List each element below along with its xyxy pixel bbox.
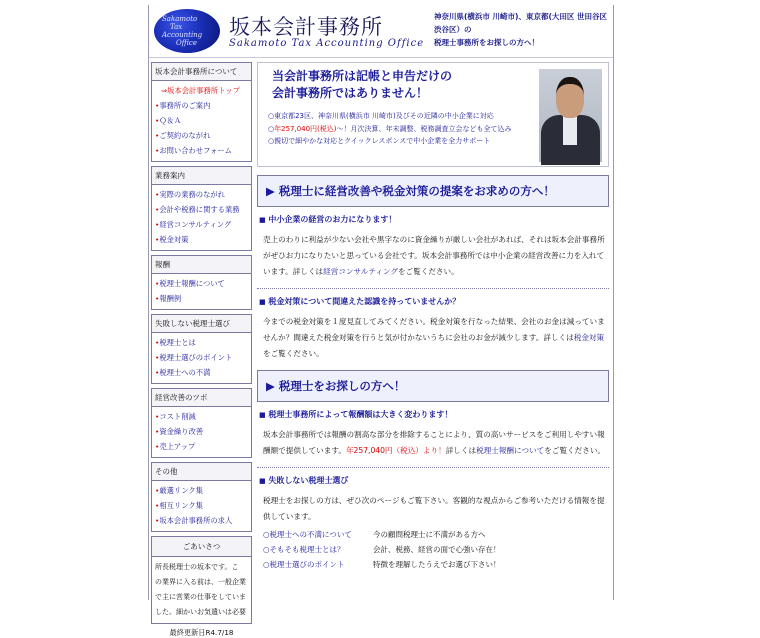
- triangle-icon: ▶: [266, 379, 275, 393]
- sidebar-item-label: 経営コンサルティング: [159, 220, 232, 229]
- page-frame: [148, 5, 614, 637]
- region-line: 税理士事務所をお探しの方へ！: [434, 38, 539, 47]
- sidebar-section-list: [151, 185, 252, 251]
- hero-point: [268, 110, 512, 123]
- sidebar-item[interactable]: [152, 424, 251, 439]
- paragraph: [257, 420, 609, 459]
- logo-text-line: Accounting: [162, 31, 203, 39]
- region-line: 神奈川県(横浜市 川崎市)、東京都(大田区 世田谷区 渋谷区）の: [434, 12, 608, 34]
- greeting-line: 所長税理士の坂本です。こ: [155, 563, 239, 571]
- bullet-icon: •: [155, 501, 160, 510]
- greeting-line: の業界に入る前は、一般企業: [155, 578, 246, 586]
- page-link[interactable]: ○税理士への不満について: [263, 530, 352, 539]
- paragraph-text: をご覧ください。: [544, 446, 606, 455]
- greeting-line: した。細かいお気遣いは必要: [155, 608, 246, 616]
- sub-heading: [259, 296, 609, 307]
- sub-heading-text: 失敗しない税理士選び: [268, 476, 349, 485]
- sidebar-item-label: 坂本会計事務所の求人: [159, 516, 233, 525]
- sidebar-item[interactable]: [152, 513, 251, 528]
- paragraph: [257, 307, 609, 362]
- paragraph-text: 今までの税金対策を１度見直してみてください。税金対策を行なった結果、会社のお金は減っていませんか？間違えた税金対策を行うと気が付かないうちに会社のお金が減少します。詳しくは: [263, 317, 605, 342]
- sidebar-item[interactable]: [152, 498, 251, 513]
- bullet-icon: •: [155, 190, 160, 199]
- sidebar-item[interactable]: [152, 365, 251, 380]
- bullet-icon: •: [155, 486, 160, 495]
- divider: [257, 467, 609, 468]
- sub-heading-text: 税理士事務所によって報酬額は大きく変わります！: [268, 410, 453, 419]
- sidebar-item[interactable]: [152, 232, 251, 247]
- sidebar-item[interactable]: [152, 276, 251, 291]
- sub-heading: [259, 214, 609, 225]
- sidebar-item[interactable]: [152, 187, 251, 202]
- arrow-icon: ⇒: [161, 86, 168, 95]
- paragraph-text: 坂本会計事務所では報酬の割高な部分を排除することにより、質の高いサービスをご利用しやすい報酬額で提供しています。: [263, 430, 605, 455]
- link-row: [257, 557, 609, 572]
- bullet-icon: •: [155, 427, 160, 436]
- hero-point-text: ○親切で細やかな対応とクイックレスポンスで中小企業を全力サポート: [268, 137, 491, 145]
- paragraph: 税理士をお探しの方は、ぜひ次のページもご覧下さい。客観的な視点からご参考いただける情報を提供しています。: [263, 496, 605, 521]
- main-content: [257, 62, 609, 572]
- section-heading-text: 税理士に経営改善や税金対策の提案をお求めの方へ！: [278, 184, 555, 198]
- hero-point-bullet: ○: [268, 124, 275, 133]
- last-updated: 最終更新日R4.7/18: [169, 628, 234, 637]
- link-description: 会計、税務、経営の面で心強い存在！: [373, 545, 501, 554]
- sidebar-section-list: [151, 481, 252, 532]
- hero-points: [268, 110, 512, 148]
- sidebar-item[interactable]: [152, 98, 251, 113]
- sidebar-section-list: [151, 274, 252, 310]
- bullet-icon: •: [155, 131, 160, 140]
- section-heading: [257, 370, 609, 402]
- sidebar-section-list: [151, 81, 252, 162]
- logo-text-line: Office: [176, 39, 197, 47]
- logo[interactable]: [154, 9, 220, 53]
- paragraph-text: をご覧ください。: [397, 267, 459, 276]
- sidebar-item-label: 税金対策: [159, 235, 189, 244]
- bullet-icon: •: [155, 116, 160, 125]
- sidebar-item-label: 厳選リンク集: [159, 486, 203, 495]
- sidebar-item-label: 税理士報酬について: [159, 279, 225, 288]
- section-heading: [257, 175, 609, 207]
- page-link[interactable]: ○そもそも税理士とは？: [263, 545, 345, 554]
- sidebar-item-label: 相互リンク集: [159, 501, 203, 510]
- hero-title-line: 当会計事務所は記帳と申告だけの: [272, 69, 453, 83]
- sidebar-item[interactable]: [152, 217, 251, 232]
- sub-heading-text: 税金対策について間違えた認識を持っていませんか？: [268, 297, 461, 306]
- bullet-icon: •: [155, 338, 160, 347]
- hero-point: [268, 135, 512, 148]
- greeting-title: ごあいさつ: [151, 536, 252, 557]
- photo-head: [556, 77, 584, 118]
- bullet-icon: •: [155, 412, 160, 421]
- section-heading-text: 税理士をお探しの方へ！: [278, 379, 406, 393]
- sidebar-section-title: 坂本会計事務所について: [151, 62, 252, 81]
- bullet-icon: •: [155, 516, 160, 525]
- sidebar-item-label: 資金繰り改善: [159, 427, 204, 436]
- divider: [257, 288, 609, 289]
- site-header: [149, 5, 613, 58]
- sidebar-section-title: 報酬: [151, 255, 252, 274]
- sub-heading: [259, 409, 609, 420]
- bullet-icon: •: [155, 353, 160, 362]
- sub-heading-text: 中小企業の経営のお力になります！: [268, 215, 397, 224]
- sidebar-item[interactable]: [152, 409, 251, 424]
- sidebar-section-title: 業務案内: [151, 166, 252, 185]
- bullet-icon: •: [155, 294, 160, 303]
- square-icon: ■: [259, 411, 266, 419]
- sidebar-item[interactable]: [152, 483, 251, 498]
- sidebar-item-label: 税理士とは: [159, 338, 196, 347]
- photo-shirt: [563, 115, 577, 145]
- paragraph-text: 売上のわりに利益が少ない会社や黒字なのに資金繰りが厳しい会社があれば、それは坂本会計事務所がぜひお力になりたいと思っている会社です。坂本会計事務所では中小企業の経営改善に力を入れています。詳しくは: [263, 235, 605, 276]
- region-notice: [434, 10, 609, 49]
- square-icon: ■: [259, 216, 266, 224]
- bullet-icon: •: [155, 205, 160, 214]
- sidebar-item[interactable]: [152, 202, 251, 217]
- hero-point-text: ～！月次決算、年末調整、税務調査立会なども全て込み: [336, 124, 512, 133]
- site-subtitle: Sakamoto Tax Accounting Office: [229, 38, 425, 49]
- triangle-icon: ▶: [266, 184, 275, 198]
- hero-title: [272, 68, 452, 102]
- consulting-link[interactable]: 経営コンサルティング: [323, 267, 398, 276]
- bullet-icon: •: [155, 101, 160, 110]
- price-highlight: 年257,040円（税込）より！: [345, 446, 446, 455]
- hero-point-price: 年257,040円(税込): [274, 124, 337, 133]
- hero-title-line: 会計事務所ではありません！: [272, 86, 429, 100]
- logo-text-line: Sakamoto: [162, 15, 198, 23]
- fee-link[interactable]: 税理士報酬について: [476, 446, 545, 455]
- sidebar-item-label: コスト削減: [159, 412, 196, 421]
- bullet-icon: •: [155, 442, 160, 451]
- sub-heading: [259, 475, 609, 486]
- hero-point: [268, 123, 512, 136]
- site-title[interactable]: 坂本会計事務所: [229, 15, 383, 39]
- sidebar-section-list: [151, 333, 252, 384]
- paragraph: [257, 225, 609, 280]
- greeting-body: [151, 557, 252, 624]
- sidebar-item[interactable]: [152, 113, 251, 128]
- paragraph-text: 詳しくは: [445, 446, 477, 455]
- link-description: 今の顧問税理士に不満がある方へ: [373, 530, 486, 539]
- sidebar-item-label: ご契約のながれ: [159, 131, 211, 140]
- sidebar-item[interactable]: [152, 143, 251, 158]
- sidebar-item[interactable]: [152, 291, 251, 306]
- sidebar-item[interactable]: [152, 439, 251, 454]
- link-list: [257, 527, 609, 572]
- sidebar-item[interactable]: [152, 128, 251, 143]
- sidebar-item-label: 税理士選びのポイント: [159, 353, 233, 362]
- bullet-icon: •: [155, 235, 160, 244]
- sidebar-item-label: お問い合わせフォーム: [159, 146, 232, 155]
- bullet-icon: •: [155, 146, 160, 155]
- bullet-icon: •: [155, 220, 160, 229]
- sidebar-section-title: 失敗しない税理士選び: [151, 314, 252, 333]
- sidebar-section-list: [151, 407, 252, 458]
- sidebar-item-label: 実際の業務のながれ: [159, 190, 225, 199]
- tax-strategy-link[interactable]: 税金対策: [573, 333, 605, 342]
- square-icon: ■: [259, 298, 266, 306]
- bullet-icon: •: [155, 368, 160, 377]
- sidebar-section-title: 経営改善のツボ: [151, 388, 252, 407]
- logo-text-line: Tax: [170, 23, 183, 31]
- sidebar-item-label: 税理士への不満: [159, 368, 211, 377]
- link-row: [257, 542, 609, 557]
- page-link[interactable]: ○税理士選びのポイント: [263, 560, 345, 569]
- sidebar-section-title: その他: [151, 462, 252, 481]
- sidebar-item-label: 事務所のご案内: [159, 101, 211, 110]
- sidebar: [151, 62, 252, 638]
- sidebar-item[interactable]: [152, 83, 251, 98]
- sidebar-item-label: 報酬例: [159, 294, 182, 303]
- sidebar-sections: [151, 62, 252, 532]
- director-photo: [539, 69, 602, 162]
- greeting-line: で主に営業の仕事をしていま: [155, 593, 246, 601]
- bullet-icon: •: [155, 279, 160, 288]
- sidebar-item[interactable]: [152, 350, 251, 365]
- sidebar-item-label: Ｑ＆Ａ: [159, 116, 182, 125]
- link-description: 特徴を理解したうえでお選び下さい！: [373, 560, 501, 569]
- sidebar-item-label: 坂本会計事務所トップ: [167, 86, 240, 95]
- square-icon: ■: [259, 477, 266, 485]
- hero-point-text: ○東京都23区、神奈川県(横浜市 川崎市)及びその近隣の中小企業に対応: [268, 112, 494, 120]
- paragraph-text: をご覧ください。: [263, 349, 324, 358]
- sidebar-item[interactable]: [152, 335, 251, 350]
- link-row: [257, 527, 609, 542]
- sidebar-item-label: 会計や税務に関する業務: [159, 205, 240, 214]
- hero-box: [257, 62, 609, 167]
- sidebar-item-label: 売上アップ: [159, 442, 196, 451]
